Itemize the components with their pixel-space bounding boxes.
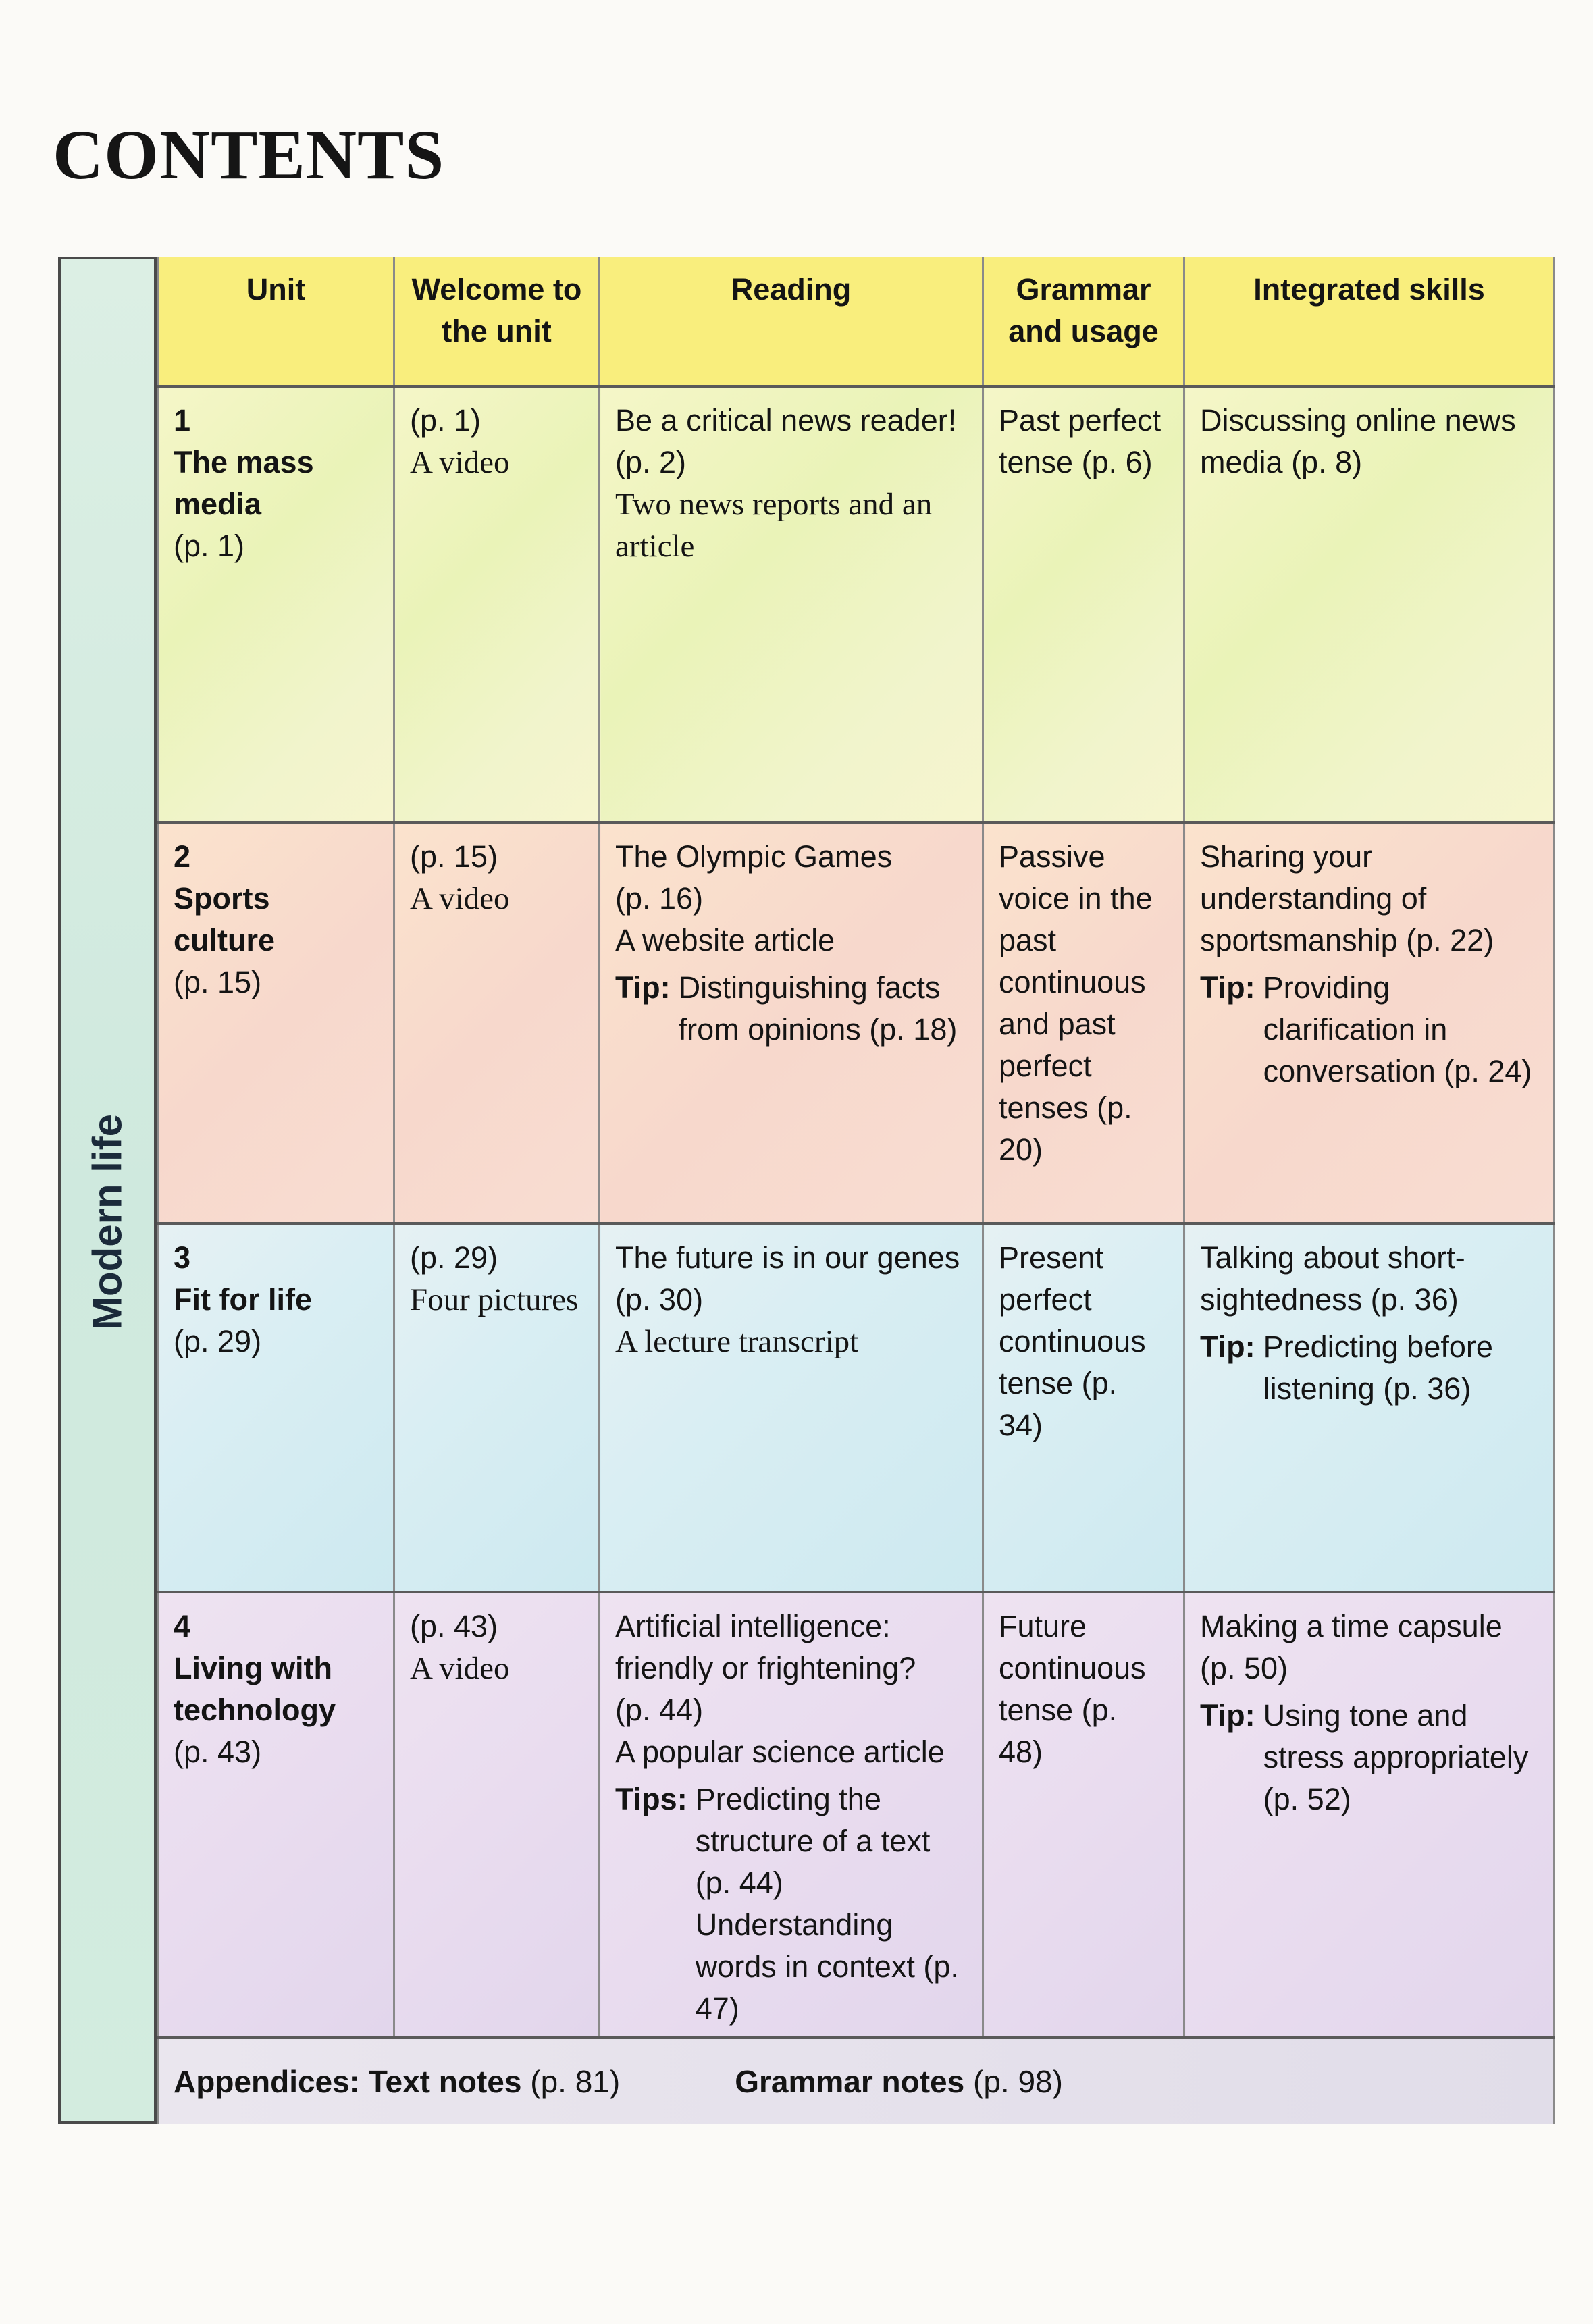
unit-page: (p. 29) (174, 1324, 262, 1358)
unit-row-4 (158, 1592, 1555, 2038)
skills-tip-text: Providing clarification in conversation (p. 24) (1263, 970, 1532, 1088)
unit-row-1 (158, 386, 1555, 822)
reading-tip-text: Predicting the structure of a text (p. 44) (695, 1782, 931, 1900)
skills-text: Sharing your understanding of sportsmanship (p. 22) (1200, 839, 1494, 957)
grammar-cell (983, 1223, 1184, 1592)
skills-cell (1184, 1592, 1555, 2038)
header-skills: Integrated skills (1184, 257, 1555, 386)
unit-page: (p. 15) (174, 965, 262, 999)
welcome-cell (394, 386, 600, 822)
skills-text: Talking about short-sightedness (p. 36) (1200, 1240, 1465, 1317)
reading-tip-label: Tip: (615, 970, 671, 1005)
appendices-text-notes (174, 2061, 620, 2103)
reading-type: A lecture transcript (615, 1324, 859, 1359)
reading-page: (p. 2) (615, 445, 687, 479)
skills-tip (1200, 1326, 1538, 1410)
grammar-cell (983, 1592, 1184, 2038)
grammar-text: Past perfect tense (p. 6) (999, 403, 1161, 479)
welcome-cell (394, 1592, 600, 2038)
theme-label: Modern life (84, 1113, 130, 1331)
appendices-cell (158, 2038, 1555, 2124)
unit-name: Fit for life (174, 1282, 312, 1317)
welcome-page: (p. 29) (410, 1240, 498, 1275)
welcome-page: (p. 15) (410, 839, 498, 874)
welcome-text: Four pictures (410, 1282, 579, 1317)
grammar-text: Passive voice in the past continuous and past perfect tenses (p. 20) (999, 839, 1153, 1167)
reading-title: The future is in our genes (615, 1240, 960, 1275)
unit-row-2 (158, 822, 1555, 1223)
reading-type: Two news reports and an article (615, 487, 933, 564)
skills-tip (1200, 1695, 1538, 1820)
skills-tip-label: Tip: (1200, 1329, 1255, 1364)
skills-tip-label: Tip: (1200, 1698, 1255, 1733)
header-row (158, 257, 1555, 386)
reading-title: Be a critical news reader! (615, 403, 957, 438)
skills-cell (1184, 822, 1555, 1223)
text-notes-page: (p. 81) (530, 2064, 621, 2099)
unit-page: (p. 1) (174, 529, 245, 563)
welcome-text: A video (410, 881, 510, 916)
skills-cell (1184, 1223, 1555, 1592)
grammar-cell (983, 386, 1184, 822)
unit-cell (158, 822, 394, 1223)
reading-tip (615, 1778, 967, 2030)
unit-cell (158, 386, 394, 822)
unit-name: Living with technology (174, 1651, 336, 1727)
grammar-text: Present perfect continuous tense (p. 34) (999, 1240, 1146, 1442)
reading-cell (600, 1592, 983, 2038)
reading-page: (p. 30) (615, 1282, 704, 1317)
unit-name: Sports culture (174, 881, 276, 957)
unit-cell (158, 1223, 394, 1592)
reading-tip (615, 967, 967, 1051)
reading-cell (600, 386, 983, 822)
reading-type: A popular science article (615, 1735, 945, 1769)
skills-tip-text: Using tone and stress appropriately (p. 52) (1263, 1698, 1529, 1816)
welcome-page: (p. 1) (410, 403, 481, 438)
grammar-notes-page: (p. 98) (973, 2064, 1063, 2099)
reading-page: (p. 16) (615, 881, 704, 916)
appendices-row (158, 2038, 1555, 2124)
header-grammar: Grammar and usage (983, 257, 1184, 386)
unit-name: The mass media (174, 445, 314, 521)
header-welcome: Welcome to the unit (394, 257, 600, 386)
unit-row-3 (158, 1223, 1555, 1592)
reading-title: The Olympic Games (615, 839, 893, 874)
appendices-line (174, 2061, 1538, 2103)
reading-tip-label: Tips: (615, 1782, 687, 1816)
appendices-grammar-notes (735, 2061, 1063, 2103)
unit-number: 2 (174, 839, 191, 874)
grammar-text: Future continuous tense (p. 48) (999, 1609, 1146, 1769)
unit-number: 3 (174, 1240, 191, 1275)
unit-number: 1 (174, 403, 191, 438)
reading-page: (p. 44) (615, 1693, 704, 1727)
skills-tip (1200, 967, 1538, 1092)
text-notes-label: Text notes (368, 2064, 522, 2099)
welcome-text: A video (410, 1651, 510, 1686)
reading-type: A website article (615, 923, 835, 957)
reading-tip-texts (696, 1778, 967, 2030)
grammar-cell (983, 822, 1184, 1223)
welcome-page: (p. 43) (410, 1609, 498, 1643)
reading-tip-text-2: Understanding words in context (p. 47) (695, 1907, 959, 2026)
welcome-cell (394, 1223, 600, 1592)
unit-number: 4 (174, 1609, 191, 1643)
skills-tip-label: Tip: (1200, 970, 1255, 1005)
skills-text: Discussing online news media (p. 8) (1200, 403, 1516, 479)
page-title: CONTENTS (53, 116, 445, 194)
unit-cell (158, 1592, 394, 2038)
reading-title: Artificial intelligence: friendly or frightening? (615, 1609, 916, 1685)
reading-cell (600, 1223, 983, 1592)
header-reading: Reading (600, 257, 983, 386)
grammar-notes-label: Grammar notes (735, 2064, 965, 2099)
welcome-text: A video (410, 445, 510, 480)
appendices-label: Appendices: (174, 2064, 361, 2099)
skills-cell (1184, 386, 1555, 822)
reading-tip-text: Distinguishing facts from opinions (p. 18) (678, 970, 958, 1047)
unit-page: (p. 43) (174, 1735, 262, 1769)
skills-text: Making a time capsule (p. 50) (1200, 1609, 1503, 1685)
contents-table (157, 257, 1555, 2124)
skills-tip-text: Predicting before listening (p. 36) (1263, 1329, 1493, 1406)
reading-cell (600, 822, 983, 1223)
header-unit: Unit (158, 257, 394, 386)
welcome-cell (394, 822, 600, 1223)
